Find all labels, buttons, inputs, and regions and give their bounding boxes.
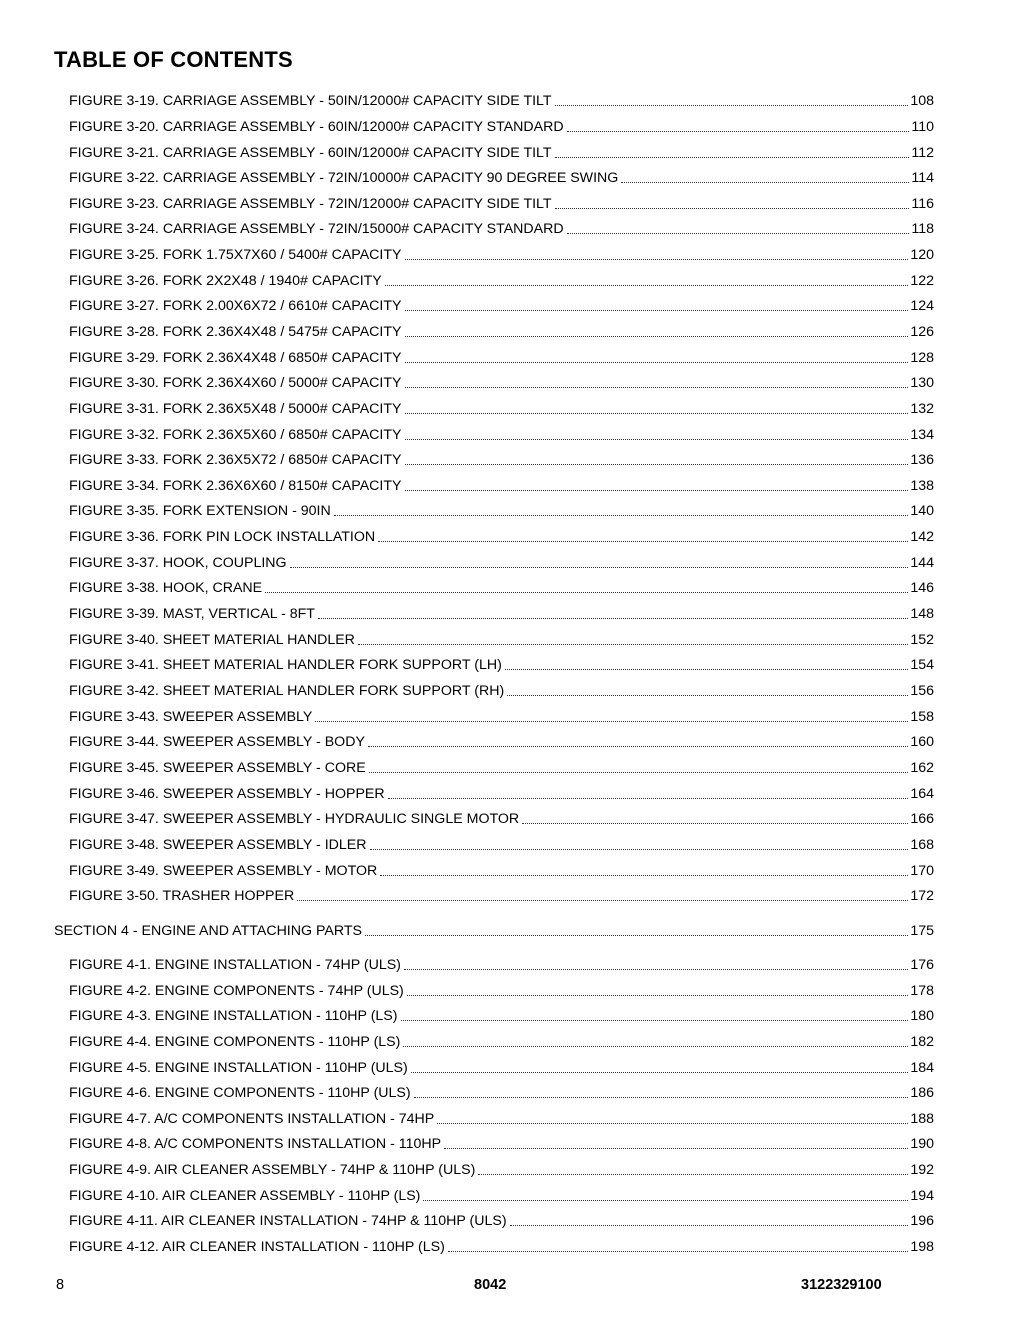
toc-entry-label: FIGURE 3-48. SWEEPER ASSEMBLY - IDLER <box>69 837 367 853</box>
toc-entry-page: 124 <box>910 298 934 314</box>
dot-leader <box>478 1173 908 1175</box>
dot-leader <box>567 232 910 234</box>
dot-leader <box>510 1224 909 1226</box>
toc-entry-figure-3-44[interactable] <box>69 730 934 750</box>
toc-entry-figure-3-40[interactable] <box>69 628 934 648</box>
dot-leader <box>448 1250 909 1252</box>
footer-model: 8042 <box>474 1277 507 1293</box>
toc-entry-label: FIGURE 4-11. AIR CLEANER INSTALLATION - 74HP & 110HP (ULS) <box>69 1213 507 1229</box>
toc-entry-label: FIGURE 3-49. SWEEPER ASSEMBLY - MOTOR <box>69 863 378 879</box>
toc-entry-label: FIGURE 3-25. FORK 1.75X7X60 / 5400# CAPACITY <box>69 247 402 263</box>
toc-entry-figure-3-38[interactable] <box>69 576 934 596</box>
toc-entry-label: FIGURE 3-30. FORK 2.36X4X60 / 5000# CAPACITY <box>69 375 402 391</box>
toc-entry-figure-3-50[interactable] <box>69 884 934 904</box>
toc-entry-page: 172 <box>910 888 934 904</box>
dot-leader <box>405 489 909 491</box>
toc-entry-page: 160 <box>910 734 934 750</box>
toc-entry-figure-3-45[interactable] <box>69 756 934 776</box>
toc-entry-figure-4-5[interactable] <box>69 1056 934 1076</box>
toc-entry-page: 152 <box>910 632 934 648</box>
dot-leader <box>507 694 908 696</box>
toc-entry-page: 118 <box>911 221 934 237</box>
toc-entry-label: FIGURE 3-21. CARRIAGE ASSEMBLY - 60IN/12000# CAPACITY SIDE TILT <box>69 145 552 161</box>
toc-entry-page: 144 <box>910 555 934 571</box>
toc-entry-label: FIGURE 3-46. SWEEPER ASSEMBLY - HOPPER <box>69 786 385 802</box>
toc-entry-label: FIGURE 4-7. A/C COMPONENTS INSTALLATION - 74HP <box>69 1111 435 1127</box>
toc-entry-label: FIGURE 4-1. ENGINE INSTALLATION - 74HP (ULS) <box>69 957 401 973</box>
dot-leader <box>290 566 909 568</box>
toc-entry-figure-3-42[interactable] <box>69 679 934 699</box>
toc-entry-figure-4-2[interactable] <box>69 979 934 999</box>
dot-leader <box>405 386 909 388</box>
dot-leader <box>555 104 909 106</box>
toc-entry-page: 194 <box>910 1188 934 1204</box>
toc-entry-figure-3-26[interactable] <box>69 269 934 289</box>
toc-entry-page: 120 <box>910 247 934 263</box>
toc-entry-label: FIGURE 3-33. FORK 2.36X5X72 / 6850# CAPACITY <box>69 452 402 468</box>
toc-entry-page: 128 <box>910 350 934 366</box>
toc-entry-page: 164 <box>910 786 934 802</box>
dot-leader <box>522 822 908 824</box>
dot-leader <box>505 668 909 670</box>
toc-entry-page: 114 <box>911 170 934 186</box>
dot-leader <box>388 797 909 799</box>
toc-entry-figure-3-35[interactable] <box>69 499 934 519</box>
toc-entry-label: FIGURE 4-8. A/C COMPONENTS INSTALLATION - 110HP <box>69 1136 442 1152</box>
toc-entry-page: 175 <box>910 923 934 939</box>
toc-entry-figure-3-28[interactable] <box>69 320 934 340</box>
toc-entry-figure-4-3[interactable] <box>69 1004 934 1024</box>
toc-entry-label: FIGURE 3-45. SWEEPER ASSEMBLY - CORE <box>69 760 366 776</box>
toc-entry-figure-3-25[interactable] <box>69 243 934 263</box>
toc-entry-page: 162 <box>910 760 934 776</box>
toc-entry-page: 132 <box>910 401 934 417</box>
toc-entry-page: 112 <box>911 145 934 161</box>
toc-entry-page: 178 <box>910 983 934 999</box>
dot-leader <box>403 1045 908 1047</box>
toc-entry-figure-3-32[interactable] <box>69 423 934 443</box>
dot-leader <box>315 720 908 722</box>
dot-leader <box>405 412 909 414</box>
dot-leader <box>555 156 910 158</box>
toc-entry-figure-3-22[interactable] <box>69 166 934 186</box>
toc-entry-page: 110 <box>911 119 934 135</box>
toc-entry-figure-3-49[interactable] <box>69 859 934 879</box>
toc-entry-label: FIGURE 3-38. HOOK, CRANE <box>69 580 263 596</box>
toc-entry-figure-3-20[interactable] <box>69 115 934 135</box>
toc-entry-figure-3-37[interactable] <box>69 551 934 571</box>
dot-leader <box>411 1071 909 1073</box>
dot-leader <box>621 181 909 183</box>
toc-entry-label: FIGURE 3-28. FORK 2.36X4X48 / 5475# CAPACITY <box>69 324 402 340</box>
dot-leader <box>404 968 908 970</box>
dot-leader <box>567 130 910 132</box>
dot-leader <box>297 899 908 901</box>
dot-leader <box>405 361 909 363</box>
toc-entry-label: FIGURE 3-39. MAST, VERTICAL - 8FT <box>69 606 315 622</box>
toc-entry-figure-3-27[interactable] <box>69 294 934 314</box>
toc-entry-label: FIGURE 3-36. FORK PIN LOCK INSTALLATION <box>69 529 376 545</box>
dot-leader <box>407 994 909 996</box>
toc-entry-label: FIGURE 4-9. AIR CLEANER ASSEMBLY - 74HP & 110HP (ULS) <box>69 1162 476 1178</box>
toc-entry-page: 122 <box>910 273 934 289</box>
toc-entry-figure-4-9[interactable] <box>69 1158 934 1178</box>
toc-entry-label: FIGURE 3-44. SWEEPER ASSEMBLY - BODY <box>69 734 365 750</box>
toc-entry-page: 130 <box>910 375 934 391</box>
toc-entry-figure-4-7[interactable] <box>69 1107 934 1127</box>
toc-entry-page: 170 <box>910 863 934 879</box>
toc-entry-page: 136 <box>910 452 934 468</box>
toc-entry-label: FIGURE 3-23. CARRIAGE ASSEMBLY - 72IN/12000# CAPACITY SIDE TILT <box>69 196 552 212</box>
toc-entry-page: 196 <box>910 1213 934 1229</box>
toc-entry-figure-4-8[interactable] <box>69 1132 934 1152</box>
toc-entry-page: 186 <box>910 1085 934 1101</box>
toc-entry-label: FIGURE 3-22. CARRIAGE ASSEMBLY - 72IN/10000# CAPACITY 90 DEGREE SWING <box>69 170 619 186</box>
toc-entry-label: FIGURE 3-43. SWEEPER ASSEMBLY <box>69 709 313 725</box>
toc-entry-label: FIGURE 4-12. AIR CLEANER INSTALLATION - 110HP (LS) <box>69 1239 445 1255</box>
dot-leader <box>414 1096 909 1098</box>
dot-leader <box>369 771 909 773</box>
toc-entry-figure-3-41[interactable] <box>69 653 934 673</box>
dot-leader <box>444 1147 908 1149</box>
toc-entry-label: FIGURE 3-41. SHEET MATERIAL HANDLER FORK SUPPORT (LH) <box>69 657 502 673</box>
toc-entry-figure-3-47[interactable] <box>69 807 934 827</box>
dot-leader <box>437 1122 908 1124</box>
toc-entry-page: 176 <box>910 957 934 973</box>
toc-entry-figure-3-33[interactable] <box>69 448 934 468</box>
toc-entry-page: 168 <box>910 837 934 853</box>
dot-leader <box>368 745 908 747</box>
footer-page-number: 8 <box>56 1277 65 1293</box>
dot-leader <box>405 309 909 311</box>
toc-entry-figure-3-43[interactable] <box>69 705 934 725</box>
toc-entry-page: 192 <box>910 1162 934 1178</box>
toc-entry-label: FIGURE 3-37. HOOK, COUPLING <box>69 555 287 571</box>
toc-entry-page: 182 <box>910 1034 934 1050</box>
toc-entry-page: 138 <box>910 478 934 494</box>
toc-entry-figure-4-11[interactable] <box>69 1209 934 1229</box>
dot-leader <box>378 540 908 542</box>
toc-entry-label: FIGURE 4-10. AIR CLEANER ASSEMBLY - 110HP (LS) <box>69 1188 421 1204</box>
toc-entry-label: FIGURE 3-24. CARRIAGE ASSEMBLY - 72IN/15000# CAPACITY STANDARD <box>69 221 564 237</box>
toc-entry-label: FIGURE 3-26. FORK 2X2X48 / 1940# CAPACITY <box>69 273 382 289</box>
toc-entry-label: FIGURE 3-27. FORK 2.00X6X72 / 6610# CAPACITY <box>69 298 402 314</box>
toc-entry-label: FIGURE 4-3. ENGINE INSTALLATION - 110HP (LS) <box>69 1008 398 1024</box>
toc-entry-figure-3-34[interactable] <box>69 474 934 494</box>
toc-entry-figure-3-24[interactable] <box>69 217 934 237</box>
dot-leader <box>370 848 909 850</box>
toc-entry-page: 140 <box>910 503 934 519</box>
dot-leader <box>385 284 909 286</box>
toc-entry-page: 116 <box>911 196 934 212</box>
toc-entry-page: 180 <box>910 1008 934 1024</box>
toc-entry-label: FIGURE 3-47. SWEEPER ASSEMBLY - HYDRAULIC SINGLE MOTOR <box>69 811 520 827</box>
toc-entry-label: FIGURE 3-19. CARRIAGE ASSEMBLY - 50IN/12000# CAPACITY SIDE TILT <box>69 93 552 109</box>
toc-entry-label: FIGURE 3-31. FORK 2.36X5X48 / 5000# CAPACITY <box>69 401 402 417</box>
toc-entry-page: 188 <box>910 1111 934 1127</box>
dot-leader <box>405 463 909 465</box>
toc-entry-figure-3-48[interactable] <box>69 833 934 853</box>
toc-entry-label: FIGURE 3-40. SHEET MATERIAL HANDLER <box>69 632 355 648</box>
toc-entry-figure-4-10[interactable] <box>69 1184 934 1204</box>
toc-entry-label: SECTION 4 - ENGINE AND ATTACHING PARTS <box>54 923 362 939</box>
toc-entry-label: FIGURE 3-42. SHEET MATERIAL HANDLER FORK SUPPORT (RH) <box>69 683 505 699</box>
toc-entry-figure-4-6[interactable] <box>69 1081 934 1101</box>
toc-entry-label: FIGURE 3-29. FORK 2.36X4X48 / 6850# CAPACITY <box>69 350 402 366</box>
toc-entry-label: FIGURE 3-34. FORK 2.36X6X60 / 8150# CAPACITY <box>69 478 402 494</box>
page-title: TABLE OF CONTENTS <box>54 47 293 72</box>
dot-leader <box>405 335 909 337</box>
toc-entry-page: 154 <box>910 657 934 673</box>
dot-leader <box>334 514 909 516</box>
dot-leader <box>318 617 908 619</box>
dot-leader <box>265 591 908 593</box>
toc-entry-label: FIGURE 3-20. CARRIAGE ASSEMBLY - 60IN/12000# CAPACITY STANDARD <box>69 119 564 135</box>
toc-entry-page: 134 <box>910 427 934 443</box>
toc-entry-figure-4-1[interactable] <box>69 953 934 973</box>
dot-leader <box>405 438 909 440</box>
toc-entry-label: FIGURE 3-35. FORK EXTENSION - 90IN <box>69 503 331 519</box>
toc-entry-label: FIGURE 3-50. TRASHER HOPPER <box>69 888 295 904</box>
toc-entry-page: 142 <box>910 529 934 545</box>
toc-entry-page: 108 <box>910 93 934 109</box>
dot-leader <box>405 258 909 260</box>
toc-entry-figure-3-21[interactable] <box>69 141 934 161</box>
toc-entry-figure-3-19[interactable] <box>69 89 934 109</box>
toc-entry-figure-3-31[interactable] <box>69 397 934 417</box>
toc-entry-page: 166 <box>910 811 934 827</box>
toc-entry-figure-3-23[interactable] <box>69 192 934 212</box>
toc-entry-page: 158 <box>910 709 934 725</box>
toc-entry-section-4[interactable] <box>54 919 934 939</box>
toc-entry-page: 156 <box>910 683 934 699</box>
toc-entry-label: FIGURE 3-32. FORK 2.36X5X60 / 6850# CAPACITY <box>69 427 402 443</box>
toc-entry-page: 190 <box>910 1136 934 1152</box>
toc-entry-page: 148 <box>910 606 934 622</box>
toc-entry-figure-4-12[interactable] <box>69 1235 934 1255</box>
toc-entry-page: 146 <box>910 580 934 596</box>
dot-leader <box>365 934 908 936</box>
dot-leader <box>358 643 908 645</box>
toc-entry-figure-3-30[interactable] <box>69 371 934 391</box>
dot-leader <box>380 874 908 876</box>
toc-entry-page: 198 <box>910 1239 934 1255</box>
toc-entry-page: 126 <box>910 324 934 340</box>
footer-part-number: 3122329100 <box>801 1277 882 1293</box>
toc-entry-figure-3-36[interactable] <box>69 525 934 545</box>
toc-entry-label: FIGURE 4-5. ENGINE INSTALLATION - 110HP (ULS) <box>69 1060 408 1076</box>
dot-leader <box>401 1019 909 1021</box>
dot-leader <box>423 1199 908 1201</box>
toc-entry-label: FIGURE 4-6. ENGINE COMPONENTS - 110HP (ULS) <box>69 1085 411 1101</box>
toc-entry-figure-3-46[interactable] <box>69 782 934 802</box>
toc-entry-figure-3-29[interactable] <box>69 346 934 366</box>
toc-entry-page: 184 <box>910 1060 934 1076</box>
toc-entry-label: FIGURE 4-4. ENGINE COMPONENTS - 110HP (LS) <box>69 1034 401 1050</box>
toc-entry-label: FIGURE 4-2. ENGINE COMPONENTS - 74HP (ULS) <box>69 983 404 999</box>
toc-entry-figure-3-39[interactable] <box>69 602 934 622</box>
dot-leader <box>555 207 910 209</box>
toc-entry-figure-4-4[interactable] <box>69 1030 934 1050</box>
